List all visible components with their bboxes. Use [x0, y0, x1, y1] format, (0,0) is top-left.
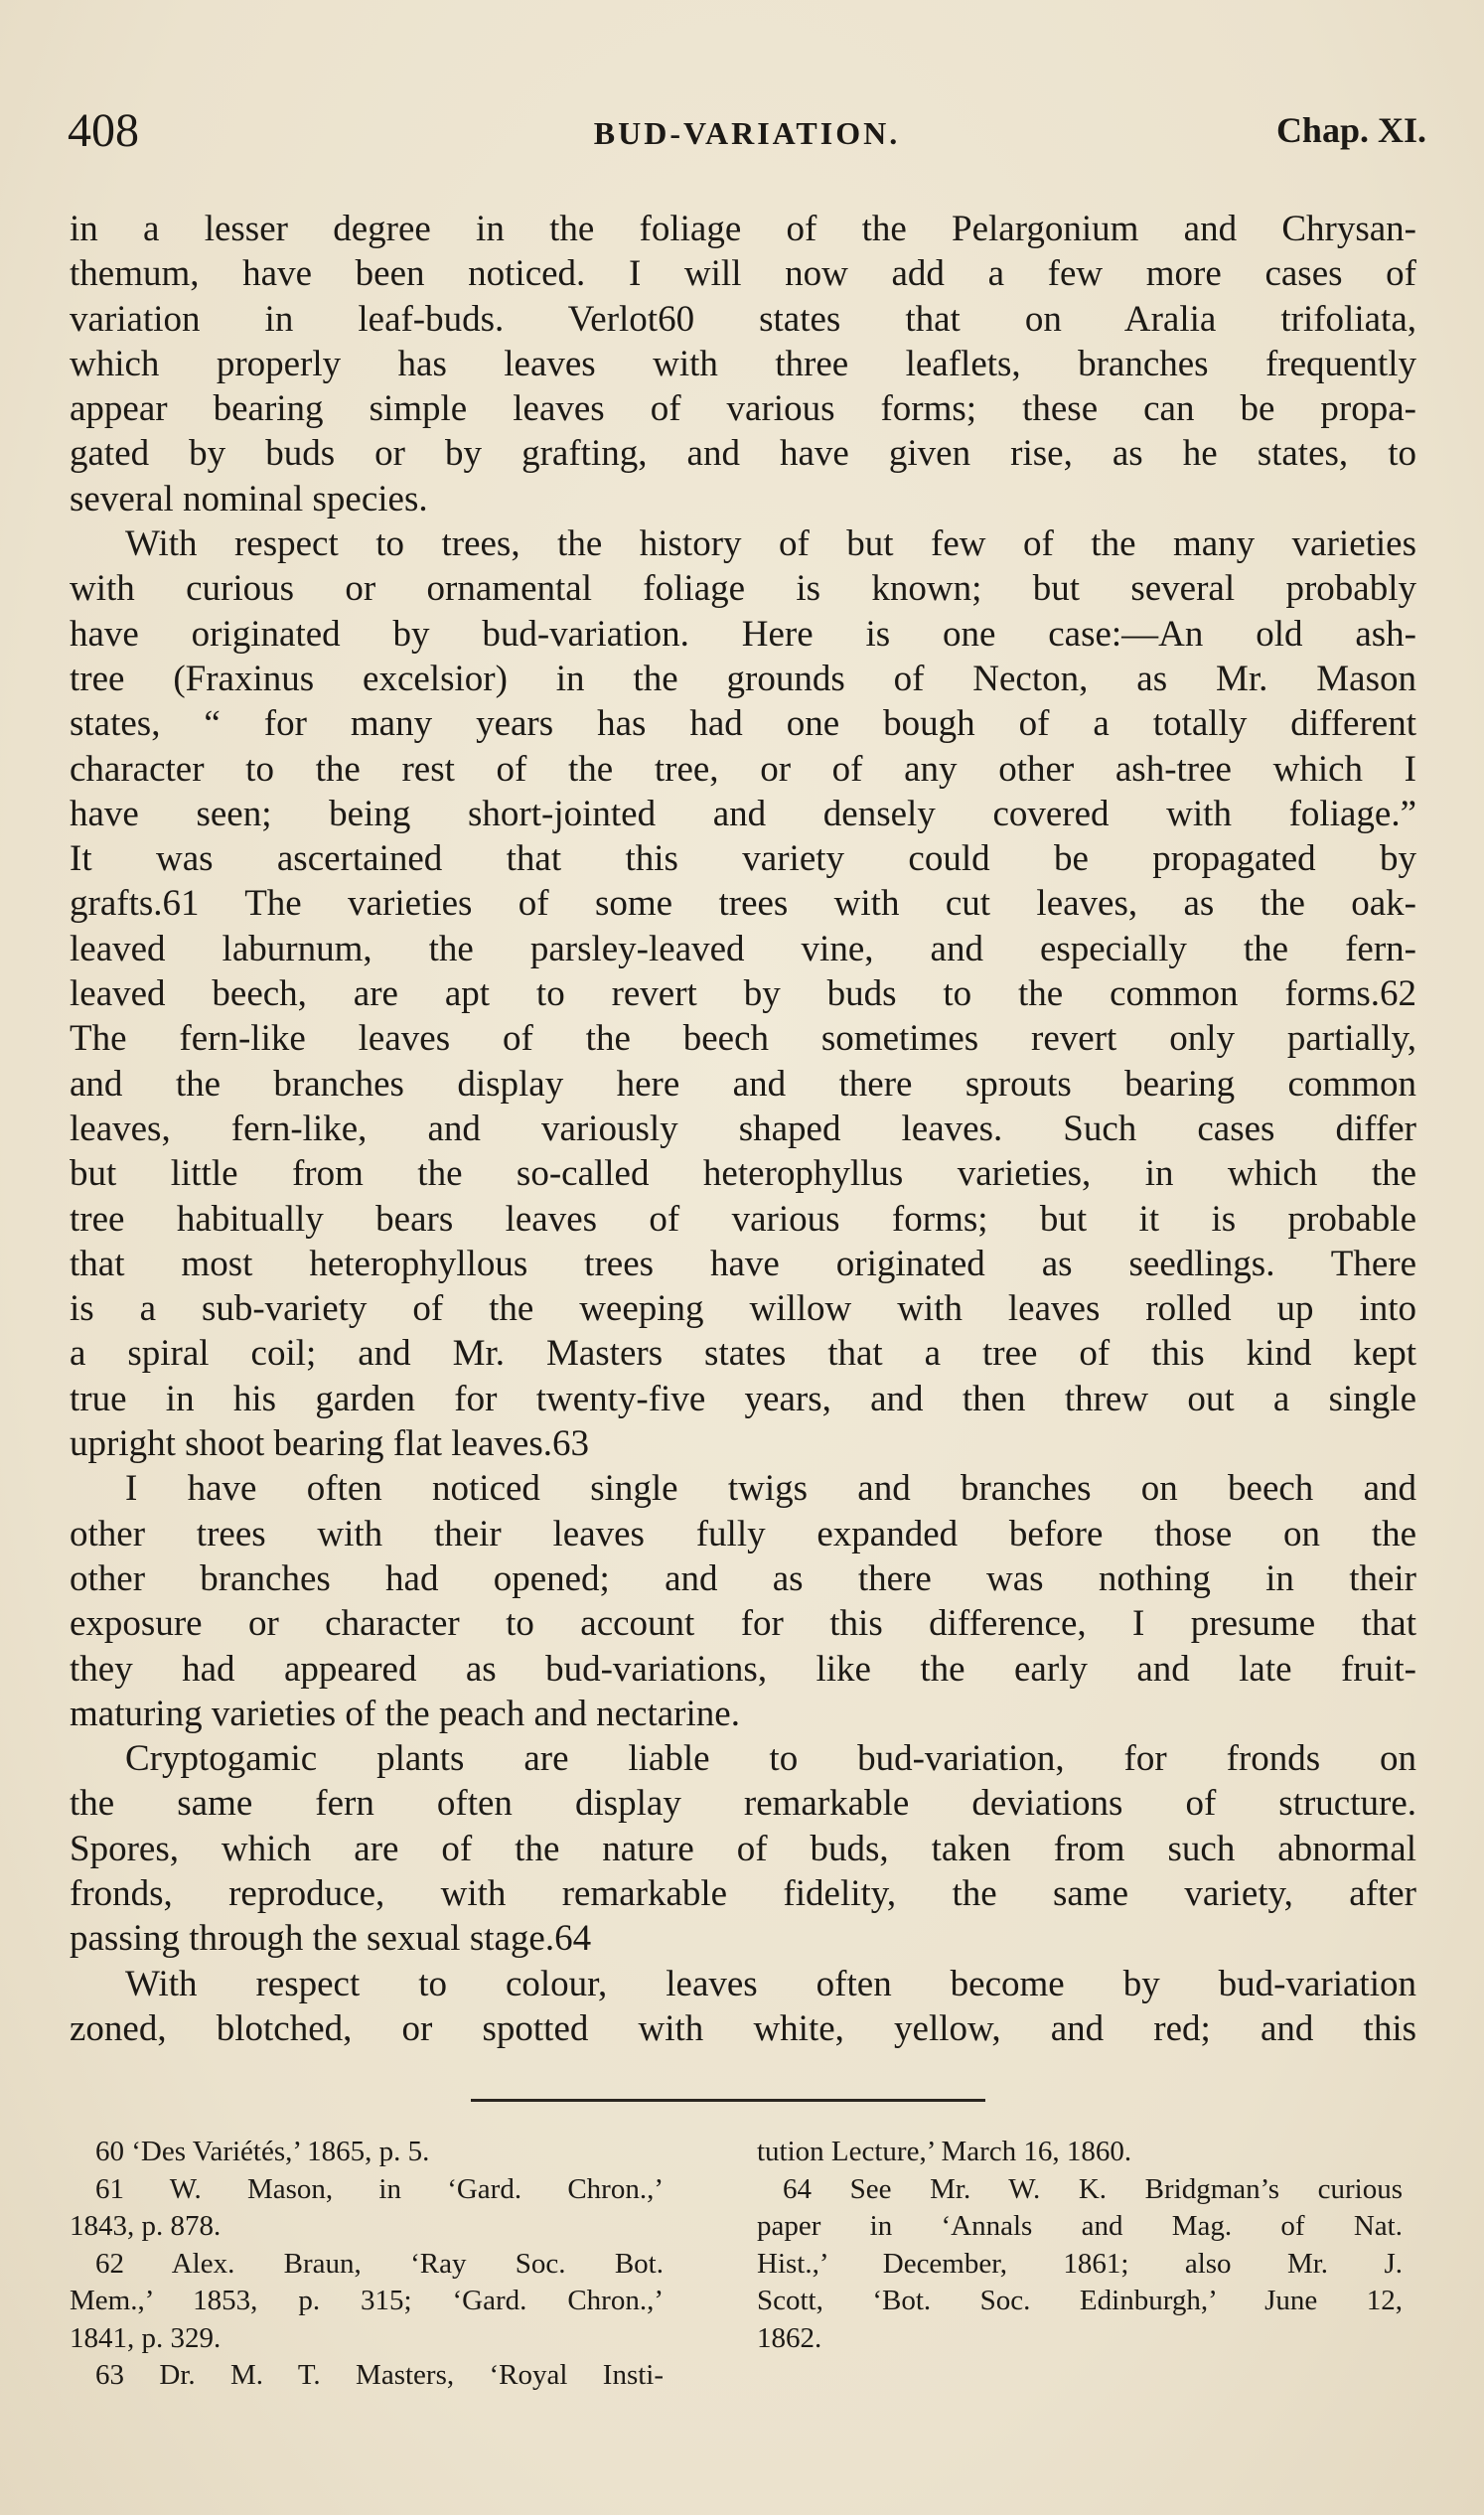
text-line: with curious or ornamental foliage is known; but several probably	[70, 568, 1416, 610]
text-line: tree habitually bears leaves of various forms; but it is probable	[70, 1198, 1416, 1240]
body-text	[70, 207, 1416, 2051]
page-number: 408	[68, 104, 139, 157]
text-line: maturing varieties of the peach and nectarine.	[70, 1693, 740, 1734]
text-line: which properly has leaves with three leaflets, branches frequently	[70, 343, 1416, 384]
text-line: several nominal species.	[70, 478, 428, 519]
chapter-label: Chap. XI.	[1275, 110, 1426, 150]
text-line: a spiral coil; and Mr. Masters states that a tree of this kind kept	[70, 1333, 1416, 1375]
footnote-line: 1841, p. 329.	[70, 2321, 222, 2354]
text-line: states, “ for many years has had one bough of a totally different	[70, 703, 1416, 745]
text-line: leaved laburnum, the parsley-leaved vine, and especially the fern-	[70, 928, 1416, 969]
footnote-line: 64 See Mr. W. K. Bridgman’s curious	[783, 2172, 1403, 2205]
footnote-line: tution Lecture,’ March 16, 1860.	[757, 2136, 1132, 2167]
text-line: that most heterophyllous trees have originated as seedlings. There	[70, 1243, 1416, 1284]
text-line: but little from the so-called heterophyllus varieties, in which the	[70, 1153, 1416, 1195]
paragraph-start-line: With respect to colour, leaves often become by bud-variation	[125, 1963, 1416, 2004]
text-line: It was ascertained that this variety could be propagated by	[70, 838, 1416, 880]
text-line: leaves, fern-like, and variously shaped leaves. Such cases differ	[70, 1108, 1416, 1149]
text-line: zoned, blotched, or spotted with white, yellow, and red; and this	[70, 2007, 1416, 2049]
text-line: other trees with their leaves fully expanded before those on the	[70, 1513, 1416, 1554]
text-line: the same fern often display remarkable deviations of structure.	[70, 1783, 1416, 1825]
footnotes-right-column	[757, 2134, 1403, 2357]
text-line: in a lesser degree in the foliage of the Pelargonium and Chrysan-	[70, 209, 1416, 249]
text-line: character to the rest of the tree, or of any other ash-tree which I	[70, 748, 1416, 790]
text-line: they had appeared as bud-variations, like the early and late fruit-	[70, 1648, 1416, 1690]
footnote-line: 1843, p. 878.	[70, 2210, 222, 2242]
footnote-line: Scott, ‘Bot. Soc. Edinburgh,’ June 12,	[757, 2285, 1403, 2316]
footnote-line: 1862.	[757, 2321, 822, 2354]
text-line: leaved beech, are apt to revert by buds to the common forms.62	[70, 973, 1416, 1015]
text-line: is a sub-variety of the weeping willow with leaves rolled up into	[70, 1288, 1416, 1330]
footnote-line: Hist.,’ December, 1861; also Mr. J.	[757, 2247, 1403, 2280]
page-header	[68, 103, 1426, 163]
text-line: have originated by bud-variation. Here is one case:—An old ash-	[70, 613, 1416, 655]
footnote-line: 61 W. Mason, in ‘Gard. Chron.,’	[95, 2172, 664, 2205]
text-line: have seen; being short-jointed and densely covered with foliage.”	[70, 793, 1416, 834]
text-line: Spores, which are of the nature of buds, taken from such abnormal	[70, 1828, 1416, 1869]
text-line: variation in leaf-buds. Verlot60 states that on Aralia trifoliata,	[70, 298, 1416, 340]
text-line: tree (Fraxinus excelsior) in the grounds of Necton, as Mr. Mason	[70, 658, 1416, 699]
paragraph-start-line: Cryptogamic plants are liable to bud-variation, for fronds on	[125, 1738, 1416, 1780]
footnote-line: 63 Dr. M. T. Masters, ‘Royal Insti-	[95, 2359, 664, 2391]
text-line: exposure or character to account for this difference, I presume that	[70, 1603, 1416, 1645]
footnote-line: 62 Alex. Braun, ‘Ray Soc. Bot.	[95, 2247, 664, 2280]
paragraph-start-line: With respect to trees, the history of but few of the many varieties	[125, 523, 1416, 565]
text-line: and the branches display here and there sprouts bearing common	[70, 1063, 1416, 1105]
text-line: grafts.61 The varieties of some trees with cut leaves, as the oak-	[70, 883, 1416, 925]
footnote-divider	[471, 2099, 985, 2102]
text-line: The fern-like leaves of the beech sometimes revert only partially,	[70, 1018, 1416, 1060]
text-line: passing through the sexual stage.64	[70, 1918, 592, 1960]
footnotes-left-column	[70, 2134, 664, 2395]
footnote-line: paper in ‘Annals and Mag. of Nat.	[757, 2210, 1403, 2242]
text-line: other branches had opened; and as there was nothing in their	[70, 1557, 1416, 1599]
paragraph-start-line: I have often noticed single twigs and branches on beech and	[125, 1468, 1416, 1510]
footnote-line: 60 ‘Des Variétés,’ 1865, p. 5.	[95, 2136, 430, 2167]
footnote-line: Mem.,’ 1853, p. 315; ‘Gard. Chron.,’	[70, 2285, 664, 2316]
text-line: gated by buds or by grafting, and have given rise, as he states, to	[70, 433, 1416, 475]
running-title: BUD-VARIATION.	[593, 115, 901, 151]
text-line: fronds, reproduce, with remarkable fidelity, the same variety, after	[70, 1872, 1416, 1914]
text-line: true in his garden for twenty-five years, and then threw out a single	[70, 1378, 1416, 1419]
text-line: themum, have been noticed. I will now add a few more cases of	[70, 253, 1416, 295]
text-line: appear bearing simple leaves of various forms; these can be propa-	[70, 388, 1416, 430]
text-line: upright shoot bearing flat leaves.63	[70, 1423, 590, 1465]
